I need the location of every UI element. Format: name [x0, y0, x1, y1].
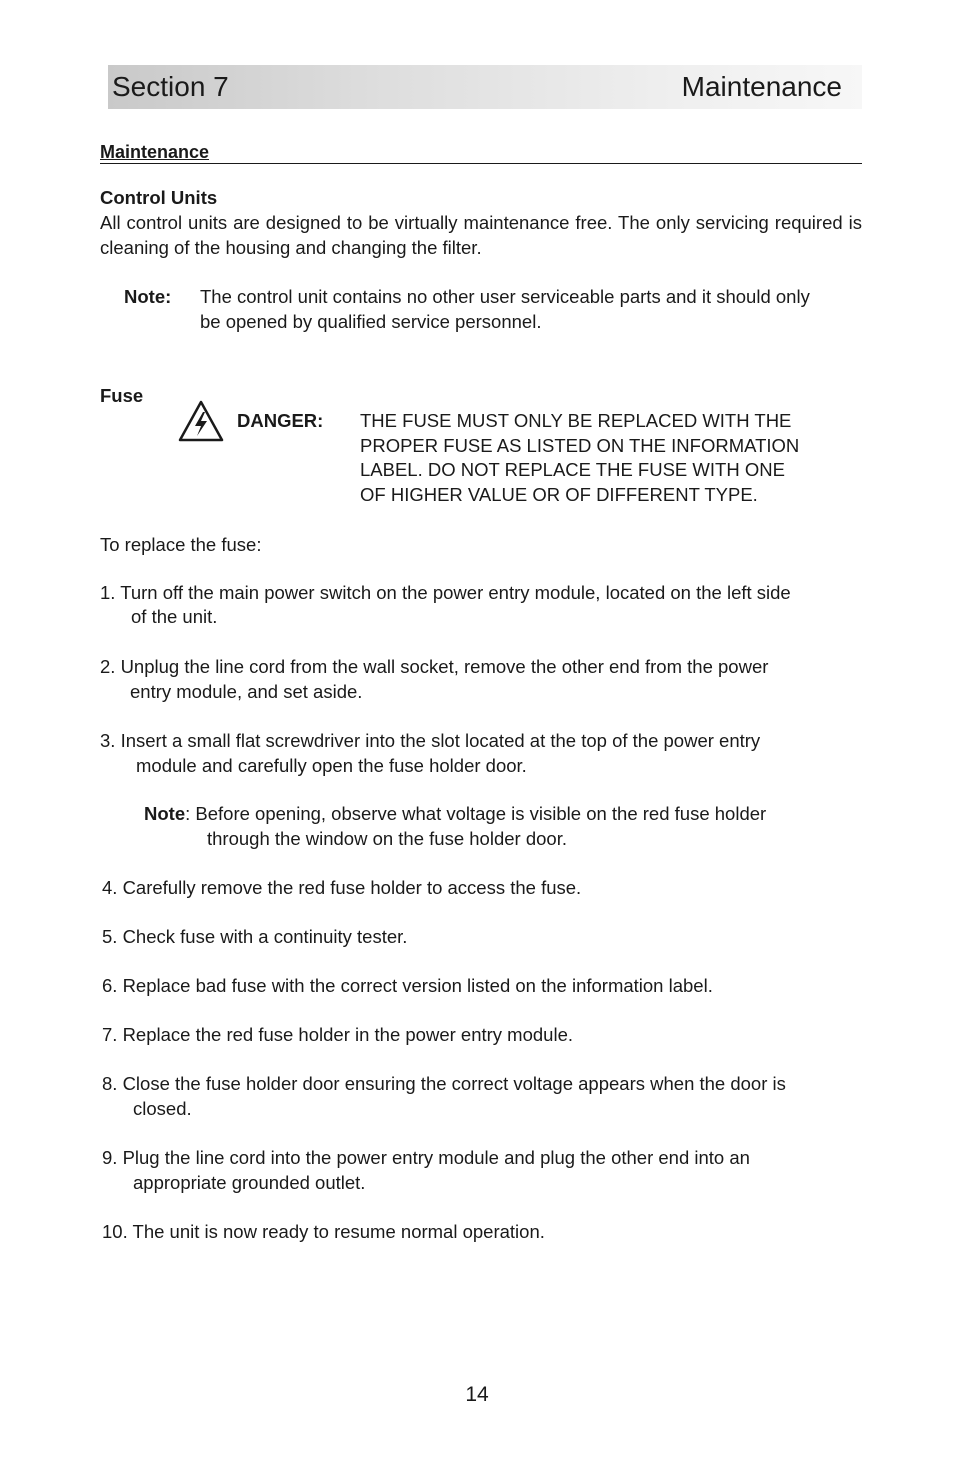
list-item-continuation: closed. — [133, 1098, 192, 1119]
danger-warning-icon — [178, 400, 224, 442]
page-number: 14 — [465, 1383, 489, 1406]
maintenance-heading: Maintenance — [100, 141, 862, 164]
list-item: 10. The unit is now ready to resume normal operation. — [102, 1221, 545, 1242]
control-units-note-line2: be opened by qualified service personnel. — [200, 311, 542, 332]
list-item: 1. Turn off the main power switch on the power entry module, located on the left side — [100, 582, 791, 603]
list-item: 8. Close the fuse holder door ensuring the correct voltage appears when the door is — [102, 1073, 786, 1094]
section-number: Section 7 — [112, 71, 229, 102]
control-units-heading: Control Units — [100, 187, 218, 208]
list-item-continuation: of the unit. — [131, 606, 218, 627]
danger-text-line: PROPER FUSE AS LISTED ON THE INFORMATION — [360, 435, 800, 456]
list-item: 7. Replace the red fuse holder in the power entry module. — [102, 1024, 574, 1045]
control-units-body: All control units are designed to be virtually maintenance free. The only servicing required is cleaning of the housing and changing the filter. — [100, 212, 862, 258]
list-item-continuation: entry module, and set aside. — [130, 681, 363, 702]
list-item: 4. Carefully remove the red fuse holder to access the fuse. — [102, 877, 582, 898]
step3-note-continuation: through the window on the fuse holder door. — [207, 828, 567, 849]
list-item: 9. Plug the line cord into the power entry module and plug the other end into an — [102, 1147, 750, 1168]
control-units-note-line1: The control unit contains no other user serviceable parts and it should only — [200, 286, 810, 307]
danger-label: DANGER: — [237, 410, 324, 431]
list-item-continuation: appropriate grounded outlet. — [133, 1172, 366, 1193]
fuse-intro: To replace the fuse: — [100, 534, 262, 555]
control-units-note-label: Note: — [124, 286, 172, 307]
fuse-heading: Fuse — [100, 385, 144, 406]
danger-text-line: THE FUSE MUST ONLY BE REPLACED WITH THE — [360, 410, 792, 431]
section-header-bar — [108, 65, 862, 109]
list-item: 3. Insert a small flat screwdriver into the slot located at the top of the power entry — [100, 730, 761, 751]
list-item: 5. Check fuse with a continuity tester. — [102, 926, 408, 947]
step3-note — [144, 802, 766, 827]
section-title: Maintenance — [681, 71, 842, 102]
list-item: 6. Replace bad fuse with the correct version listed on the information label. — [102, 975, 713, 996]
step3-note-label: Note — [144, 803, 186, 824]
danger-text-line: LABEL. DO NOT REPLACE THE FUSE WITH ONE — [360, 459, 785, 480]
list-item-continuation: module and carefully open the fuse holder door. — [136, 755, 527, 776]
list-item: 2. Unplug the line cord from the wall socket, remove the other end from the power — [100, 656, 769, 677]
step3-note-text: : Before opening, observe what voltage is visible on the red fuse holder — [185, 803, 767, 824]
danger-text-line: OF HIGHER VALUE OR OF DIFFERENT TYPE. — [360, 484, 758, 505]
